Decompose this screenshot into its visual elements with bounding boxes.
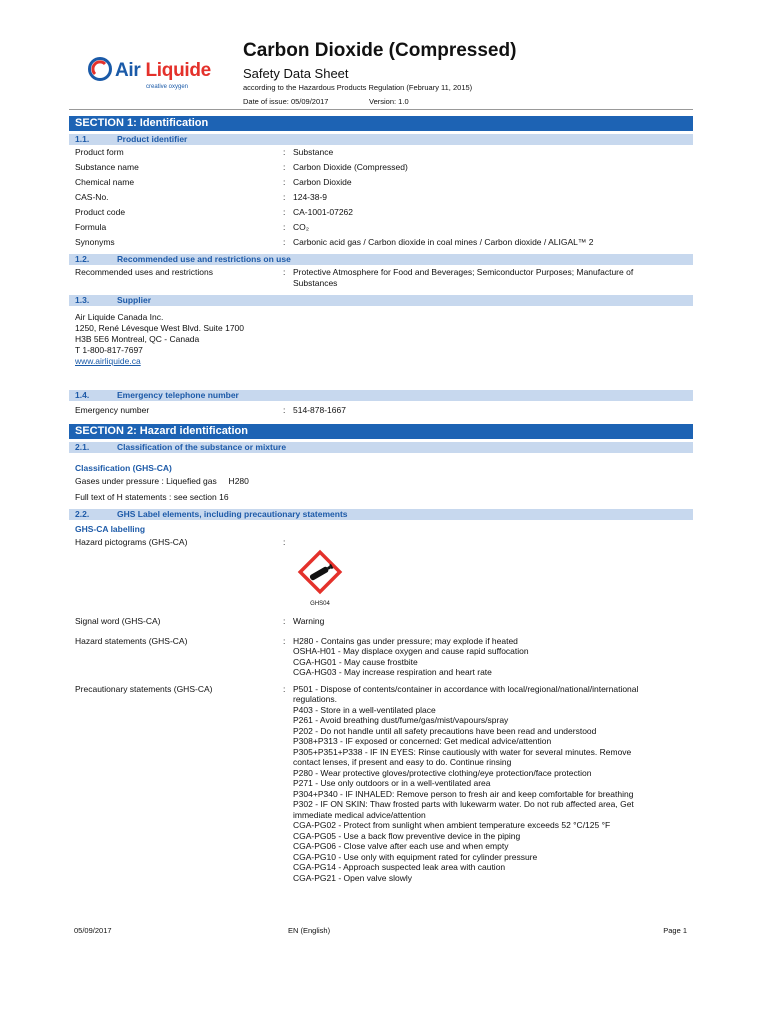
emergency-value: 514-878-1667 xyxy=(293,405,346,415)
supplier-block xyxy=(69,312,693,367)
hazard-statement: CGA-HG03 - May increase respiration and heart rate xyxy=(293,667,492,677)
emergency-label: Emergency number xyxy=(75,405,150,415)
identifier-row: Substance name : Carbon Dioxide (Compressed) xyxy=(69,160,693,175)
full-text-note: Full text of H statements : see section 16 xyxy=(75,492,229,502)
precautionary-statement: P308+P313 - IF exposed or concerned: Get medical advice/attention xyxy=(293,736,552,746)
gas-cylinder-pictogram-icon xyxy=(295,547,345,597)
uses-label: Recommended uses and restrictions xyxy=(75,267,213,277)
document-title: Carbon Dioxide (Compressed) xyxy=(243,40,517,61)
ghs04-pictogram xyxy=(295,547,345,610)
hazard-statement: CGA-HG01 - May cause frostbite xyxy=(293,656,418,667)
supplier-address-line1: 1250, René Lévesque West Blvd. Suite 1700 xyxy=(75,323,245,333)
identifier-value: Substance xyxy=(293,147,334,157)
subsection-2-2: 2.2. GHS Label elements, including precautionary statements xyxy=(69,509,693,520)
precautionary-statement: regulations. xyxy=(293,694,337,704)
section-1-heading: SECTION 1: Identification xyxy=(69,116,693,131)
identifier-value: Carbon Dioxide (Compressed) xyxy=(293,162,408,172)
identifier-label: Substance name xyxy=(75,162,139,172)
subsection-1-1: 1.1. Product identifier xyxy=(69,134,693,145)
precautionary-statement: CGA-PG10 - Use only with equipment rated for cylinder pressure xyxy=(293,851,538,862)
footer-page-number: Page 1 xyxy=(663,926,687,935)
precautionary-statement: P403 - Store in a well-ventilated place xyxy=(293,704,436,715)
precautionary-statement: contact lenses, if present and easy to do. Continue rinsing xyxy=(293,757,512,767)
emergency-row: Emergency number : 514-878-1667 xyxy=(69,403,693,418)
logo-wordmark: Air Liquide xyxy=(115,60,211,81)
identifier-row: Chemical name : Carbon Dioxide xyxy=(69,175,693,190)
precautionary-statement: CGA-PG14 - Approach suspected leak area with caution xyxy=(293,862,506,872)
labelling-heading: GHS-CA labelling xyxy=(75,524,146,534)
precautionary-statement: P501 - Dispose of contents/container in accordance with local/regional/national/international xyxy=(293,683,639,694)
subsection-1-2: 1.2. Recommended use and restrictions on use xyxy=(69,254,693,265)
precautionary-statement: P261 - Avoid breathing dust/fume/gas/mist/vapours/spray xyxy=(293,715,509,725)
precautionary-statement: CGA-PG06 - Close valve after each use and when empty xyxy=(293,841,509,851)
classification-heading: Classification (GHS-CA) xyxy=(75,463,172,473)
identifier-label: Formula xyxy=(75,222,107,232)
logo-tagline: creative oxygen xyxy=(146,84,189,90)
precautionary-statement: P280 - Wear protective gloves/protective clothing/eye protection/face protection xyxy=(293,767,592,778)
precautionary-statements-label: Precautionary statements (GHS-CA) xyxy=(75,683,213,694)
precautionary-statement: CGA-PG21 - Open valve slowly xyxy=(293,872,413,883)
air-liquide-logo-icon xyxy=(88,57,112,81)
signal-word-row: Signal word (GHS-CA) : Warning xyxy=(69,614,693,629)
identifier-label: Product form xyxy=(75,147,124,157)
identifier-table xyxy=(69,145,693,250)
regulation-note: according to the Hazardous Products Regulation (February 11, 2015) xyxy=(243,83,473,92)
version: Version: 1.0 xyxy=(369,97,409,106)
subsection-1-3: 1.3. Supplier xyxy=(69,295,693,306)
document-type: Safety Data Sheet xyxy=(243,66,349,81)
issue-date: Date of issue: 05/09/2017 xyxy=(243,97,329,106)
hazard-statements-row: Hazard statements (GHS-CA) : H280 - Contains gas under pressure; may explode if heated OSHA-H01 - May displace oxygen and cause rapid suffocation CGA-HG01 - May cause frostbite CGA-HG03 - May increase respiration and heart rate xyxy=(69,634,693,678)
section-2-heading: SECTION 2: Hazard identification xyxy=(69,424,693,439)
identifier-row: CAS-No. : 124-38-9 xyxy=(69,190,693,205)
page-footer xyxy=(69,926,693,938)
identifier-row: Synonyms : Carbonic acid gas / Carbon dioxide in coal mines / Carbon dioxide / ALIGAL™ 2 xyxy=(69,235,693,250)
uses-value: Protective Atmosphere for Food and Beverages; Semiconductor Purposes; Manufacture of Substances xyxy=(293,267,634,288)
hazard-statements-list xyxy=(293,634,693,678)
hazard-statement: OSHA-H01 - May displace oxygen and cause rapid suffocation xyxy=(293,646,529,656)
identifier-row: Product code : CA-1001-07262 xyxy=(69,205,693,220)
precautionary-statements-row: Precautionary statements (GHS-CA) : P501 - Dispose of contents/container in accordance with local/regional/national/international regulations. P403 - Store in a well-ventilated place P261 - Avoid breathing dust/fume/gas/mist/vapours/spray P202 - Do not handle until all safety precautions have been read and understood P308+P313 - IF exposed or concerned: Get medical advice/attention P305+P351+P338 - IF IN EYES: Rinse cautiously with water for several minutes. Remove contact lenses, if present and easy to do. Continue rinsing P280 - Wear protective gloves/protective clothing/eye protection/face protection P271 - Use only outdoors or in a well-ventilated area P304+P340 - IF INHALED: Remove person to fresh air and keep comfortable for breathing P302 - IF ON SKIN: Thaw frosted parts with lukewarm water. Do not rub affected area, Get immediate medical advice/attention CGA-PG02 - Protect from sunlight when ambient temperature exceeds 52 °C/125 °F CGA-PG05 - Use a back flow preventive device in the piping CGA-PG06 - Close valve after each use and when empty CGA-PG10 - Use only with equipment rated for cylinder pressure CGA-PG14 - Approach suspected leak area with caution CGA-PG21 - Open valve slowly xyxy=(69,682,693,884)
pictograms-row: Hazard pictograms (GHS-CA) : GHS04 xyxy=(69,535,693,610)
uses-row: Recommended uses and restrictions : Protective Atmosphere for Food and Beverages; Semiconductor Purposes; Manufacture of Substances xyxy=(69,265,693,288)
identifier-value: Carbon Dioxide xyxy=(293,177,352,187)
precautionary-statements-list xyxy=(293,682,693,884)
footer-language: EN (English) xyxy=(288,926,331,935)
signal-word-value: Warning xyxy=(293,615,325,626)
identifier-label: Product code xyxy=(75,207,126,217)
precautionary-statement: P271 - Use only outdoors or in a well-ventilated area xyxy=(293,778,491,788)
identifier-label: CAS-No. xyxy=(75,192,109,202)
supplier-phone: T 1-800-817-7697 xyxy=(75,345,143,355)
precautionary-statement: P202 - Do not handle until all safety precautions have been read and understood xyxy=(293,725,597,736)
header-divider xyxy=(69,109,693,110)
subsection-2-1: 2.1. Classification of the substance or mixture xyxy=(69,442,693,453)
identifier-label: Chemical name xyxy=(75,177,135,187)
company-logo xyxy=(88,55,228,95)
precautionary-statement: P304+P340 - IF INHALED: Remove person to fresh air and keep comfortable for breathing xyxy=(293,788,634,799)
identifier-value: CA-1001-07262 xyxy=(293,207,354,217)
identifier-value: Carbonic acid gas / Carbon dioxide in coal mines / Carbon dioxide / ALIGAL™ 2 xyxy=(293,237,594,247)
precautionary-statement: P302 - IF ON SKIN: Thaw frosted parts with lukewarm water. Do not rub affected area, Get xyxy=(293,799,634,809)
classification-line: Gases under pressure : Liquefied gas H280 xyxy=(75,476,249,486)
sds-content xyxy=(69,116,693,883)
identifier-row: Formula : CO₂ xyxy=(69,220,693,235)
supplier-company: Air Liquide Canada Inc. xyxy=(75,312,164,322)
footer-date: 05/09/2017 xyxy=(74,926,112,935)
identifier-value: CO₂ xyxy=(293,222,310,232)
precautionary-statement: CGA-PG02 - Protect from sunlight when ambient temperature exceeds 52 °C/125 °F xyxy=(293,820,611,830)
precautionary-statement: immediate medical advice/attention xyxy=(293,809,426,820)
identifier-label: Synonyms xyxy=(75,237,115,247)
identifier-value: 124-38-9 xyxy=(293,192,328,202)
identifier-row: Product form : Substance xyxy=(69,145,693,160)
hazard-statements-label: Hazard statements (GHS-CA) xyxy=(75,635,188,646)
subsection-1-4: 1.4. Emergency telephone number xyxy=(69,390,693,401)
precautionary-statement: CGA-PG05 - Use a back flow preventive device in the piping xyxy=(293,830,521,841)
pictogram-code: GHS04 xyxy=(310,601,330,607)
precautionary-statement: P305+P351+P338 - IF IN EYES: Rinse cautiously with water for several minutes. Remove xyxy=(293,746,632,757)
signal-word-label: Signal word (GHS-CA) xyxy=(75,615,161,626)
supplier-website-link[interactable]: www.airliquide.ca xyxy=(75,356,141,366)
pictograms-label: Hazard pictograms (GHS-CA) xyxy=(75,537,188,547)
supplier-address-line2: H3B 5E6 Montreal, QC - Canada xyxy=(75,334,200,344)
hazard-statement: H280 - Contains gas under pressure; may explode if heated xyxy=(293,635,518,646)
